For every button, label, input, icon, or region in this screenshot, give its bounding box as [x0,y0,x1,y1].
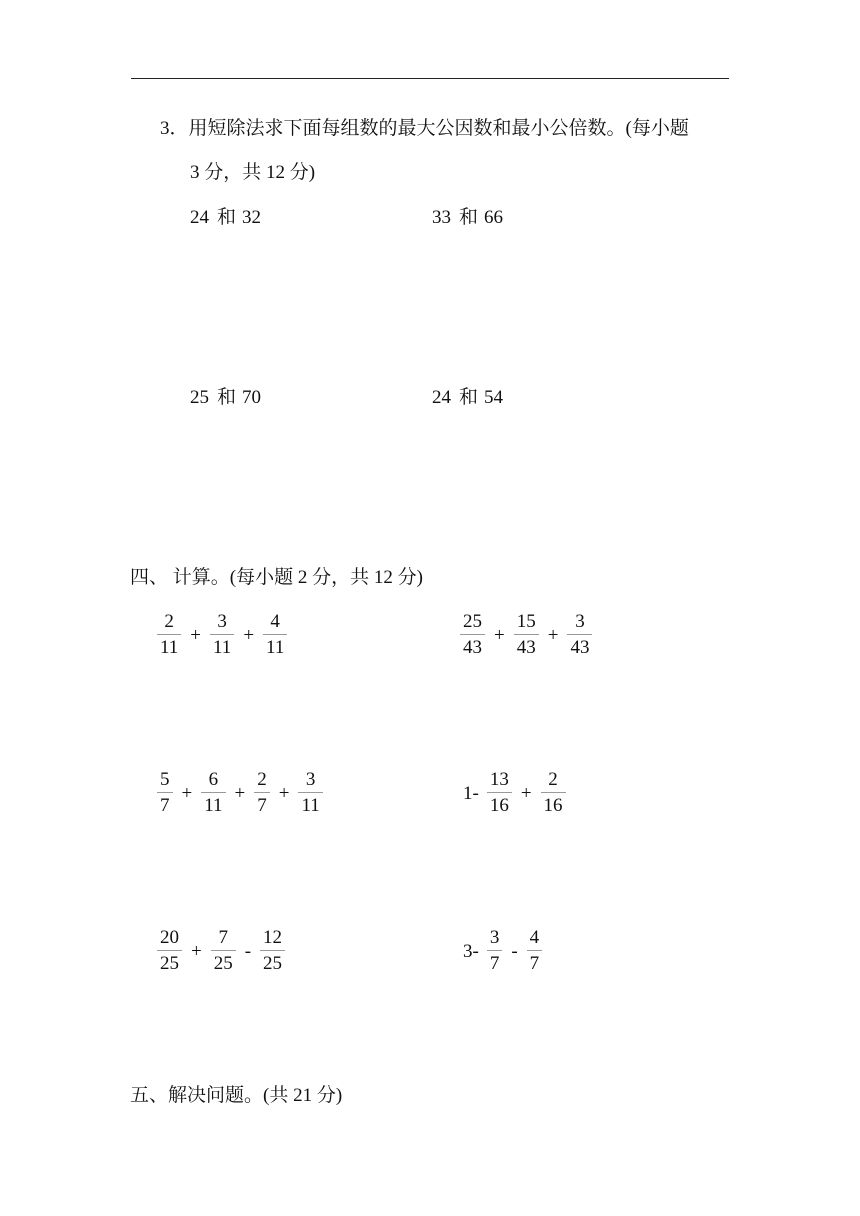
numerator: 12 [263,927,283,948]
denominator: 7 [489,953,500,974]
numerator: 5 [160,769,170,790]
denominator: 11 [204,795,223,816]
fraction-bar [487,950,503,951]
fraction [211,927,236,975]
number-pair-3 [190,387,261,409]
fraction-bar [254,792,270,793]
calc-problem-3 [157,769,323,817]
denominator: 25 [213,953,233,974]
leading-term: 3- [463,941,479,962]
fraction-bar [541,792,566,793]
calc-problem-2 [460,611,592,659]
fraction-bar [567,634,592,635]
fraction-bar [157,634,181,635]
calc-problem-4 [463,769,566,817]
fraction-bar [210,634,234,635]
fraction-bar [487,792,512,793]
pair-second-number: 54 [484,387,504,408]
fraction-bar [157,792,173,793]
operator: + [243,625,255,646]
numerator: 3 [575,611,585,632]
question-3-line-2: 3 分，共 12 分) [190,162,316,183]
denominator: 43 [463,637,482,658]
calc-problem-5 [157,927,285,975]
fraction-bar [201,792,225,793]
denominator: 7 [529,953,540,974]
fraction [210,611,234,659]
operator: + [494,625,505,646]
numerator: 3 [489,927,500,948]
denominator: 16 [543,795,563,816]
fraction-bar [157,950,182,951]
numerator: 2 [164,611,174,632]
fraction-bar [260,950,285,951]
fraction [260,927,285,975]
number-pair-2 [432,207,503,229]
calc-problem-1 [157,611,287,659]
fraction-bar [514,634,539,635]
operator: - [244,941,252,962]
numerator: 25 [463,611,482,632]
question-3-line-1: 3．用短除法求下面每组数的最大公因数和最小公倍数。(每小题 [160,118,689,139]
number-pair-1 [190,207,261,229]
denominator: 11 [160,637,179,658]
fraction [541,769,566,817]
numerator: 2 [257,769,267,790]
pair-conjunction: 和 [459,387,479,408]
denominator: 43 [516,637,536,658]
fraction [514,611,539,659]
denominator: 16 [489,795,509,816]
fraction [201,769,225,817]
pair-second-number: 70 [242,387,262,408]
calc-problem-6 [463,927,542,975]
operator: + [520,783,532,804]
numerator: 2 [548,769,558,790]
fraction-bar [263,634,287,635]
fraction [254,769,270,817]
operator: + [547,625,559,646]
denominator: 11 [301,795,320,816]
fraction [487,769,512,817]
operator: + [191,941,202,962]
denominator: 25 [160,953,179,974]
numerator: 6 [208,769,219,790]
section-5-title: 五、解决问题。(共 21 分) [130,1085,343,1106]
fraction-bar [460,634,485,635]
denominator: 11 [266,637,285,658]
numerator: 4 [529,927,540,948]
fraction [298,769,322,817]
section-4-title: 四、 计算。(每小题 2 分，共 12 分) [130,567,423,588]
pair-first-number: 24 [190,207,209,228]
fraction [157,769,173,817]
pair-conjunction: 和 [217,387,237,408]
numerator: 15 [516,611,536,632]
pair-first-number: 25 [190,387,209,408]
number-pair-4 [432,387,503,409]
leading-term: 1- [463,783,479,804]
pair-second-number: 32 [242,207,262,228]
pair-conjunction: 和 [217,207,237,228]
numerator: 7 [218,927,228,948]
operator: + [190,625,202,646]
fraction [263,611,287,659]
fraction-bar [298,792,322,793]
pair-first-number: 24 [432,387,451,408]
numerator: 3 [217,611,227,632]
fraction [567,611,592,659]
pair-second-number: 66 [484,207,504,228]
denominator: 7 [160,795,170,816]
operator: + [278,783,290,804]
denominator: 25 [263,953,283,974]
operator: - [511,941,518,962]
denominator: 7 [257,795,267,816]
operator: + [181,783,193,804]
denominator: 11 [213,637,232,658]
fraction [157,611,181,659]
numerator: 3 [305,769,316,790]
operator: + [234,783,246,804]
header-rule [131,78,729,79]
fraction [527,927,543,975]
denominator: 43 [570,637,590,658]
fraction-bar [527,950,543,951]
fraction [487,927,503,975]
pair-first-number: 33 [432,207,451,228]
fraction-bar [211,950,236,951]
pair-conjunction: 和 [459,207,479,228]
numerator: 13 [489,769,509,790]
numerator: 4 [270,611,280,632]
fraction [157,927,182,975]
fraction [460,611,485,659]
numerator: 20 [160,927,179,948]
